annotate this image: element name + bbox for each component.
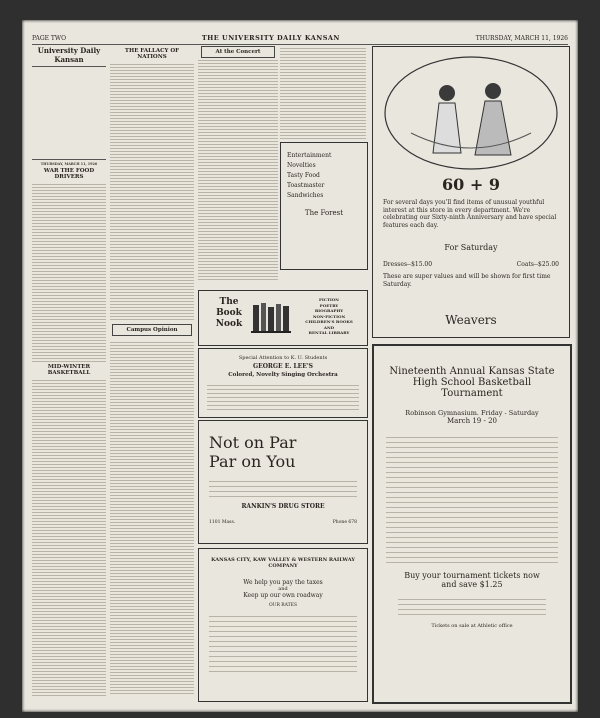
weavers-store-name: Weavers (445, 313, 497, 327)
tournament-title: Tournament (441, 388, 503, 399)
column-1 (32, 46, 106, 696)
rankin-ad (198, 420, 368, 544)
tournament-dates: March 19 - 20 (447, 417, 497, 425)
editorial-title: MID-WINTER BASKETBALL (47, 364, 91, 376)
book-nook-item: FICTION (319, 297, 339, 302)
book-nook-item: BIOGRAPHY (314, 308, 344, 313)
weavers-numbers: 60 + 9 (442, 175, 500, 194)
railway-tagline: Keep up our own roadway (243, 592, 323, 599)
bookshelf-icon (251, 299, 291, 335)
column-3-continued (280, 46, 366, 140)
book-nook-item: AND (323, 324, 335, 330)
rankin-headline: Not on Par (209, 433, 297, 452)
masthead-title: University Daily Kansan (37, 46, 101, 64)
book-nook-item: CHILDREN'S BOOKS (305, 319, 353, 324)
book-nook-item: RENTAL LIBRARY (308, 330, 350, 335)
page-label: PAGE TWO (32, 34, 66, 42)
weavers-saturday: For Saturday (444, 243, 498, 252)
weavers-ad (372, 46, 570, 338)
page-header (32, 32, 568, 45)
tournament-buy: Buy your tournament tickets now (404, 571, 540, 580)
rankin-address: 1101 Mass. (209, 520, 236, 525)
forest-ad (280, 142, 368, 270)
fashion-illustration (381, 53, 561, 173)
tournament-tickets: Tickets on sale at Athletic office (431, 623, 513, 629)
railway-tagline: We help you pay the taxes (243, 579, 323, 586)
header-date: THURSDAY, MARCH 11, 1926 (475, 34, 568, 42)
rankin-headline: Par on You (209, 452, 296, 471)
editorial-title: WAR THE FOOD DRIVERS (43, 168, 95, 180)
weavers-note: These are super values and will be shown for first time Saturday. (383, 273, 551, 288)
orchestra-ad (198, 348, 368, 418)
book-nook-item: POETRY (319, 302, 339, 308)
book-nook-name: The Book Nook (215, 297, 243, 329)
railway-ad (198, 548, 368, 702)
forest-item: Novelties (287, 162, 316, 169)
forest-item: Sandwiches (287, 192, 324, 199)
newspaper-name: THE UNIVERSITY DAILY KANSAN (201, 34, 340, 42)
forest-name: The Forest (304, 209, 344, 217)
tournament-title: High School Basketball (412, 377, 532, 388)
railway-rates-label: OUR RATES (268, 603, 298, 608)
orchestra-title: Colored, Novelty Singing Orchestra (228, 372, 338, 378)
book-nook-item: NON-FICTION (312, 313, 346, 319)
railway-tagline: and (278, 586, 288, 592)
weavers-body: For several days you'll find items of unusual youthful interest at this store in every department. We're celebrating our Sixty-ninth Anniversary and have special features each day. (383, 199, 557, 229)
concert-title: At the Concert (215, 49, 261, 55)
orchestra-line: Special Attention to K. U. Students (238, 355, 328, 361)
forest-item: Toastmaster (287, 182, 325, 189)
tournament-ad (372, 344, 572, 704)
rankin-name: RANKIN'S DRUG STORE (241, 503, 325, 510)
forest-item: Entertainment (287, 152, 332, 159)
tournament-save: and save $1.25 (441, 580, 503, 589)
forest-item: Tasty Food (287, 172, 320, 179)
tournament-venue: Robinson Gymnasium. Friday - Saturday (405, 409, 539, 417)
tournament-title: Nineteenth Annual Kansas State (389, 366, 555, 377)
weavers-dresses-price: Dresses--$15.00 (383, 261, 433, 268)
weavers-coats-price: Coats--$25.00 (516, 261, 559, 268)
masthead-dateline: THURSDAY, MARCH 11, 1926 (40, 162, 98, 166)
railway-title: KANSAS CITY, KAW VALLEY & WESTERN RAILWAY COMPANY (211, 557, 355, 569)
editorial-title: THE FALLACY OF NATIONS (124, 48, 180, 60)
book-nook-ad (198, 290, 368, 346)
rankin-phone: Phone 678 (332, 520, 357, 525)
orchestra-leader: GEORGE E. LEE'S (253, 363, 313, 370)
column-2 (110, 46, 194, 696)
campus-opinion-title: Campus Opinion (126, 327, 178, 333)
column-3 (198, 46, 278, 286)
